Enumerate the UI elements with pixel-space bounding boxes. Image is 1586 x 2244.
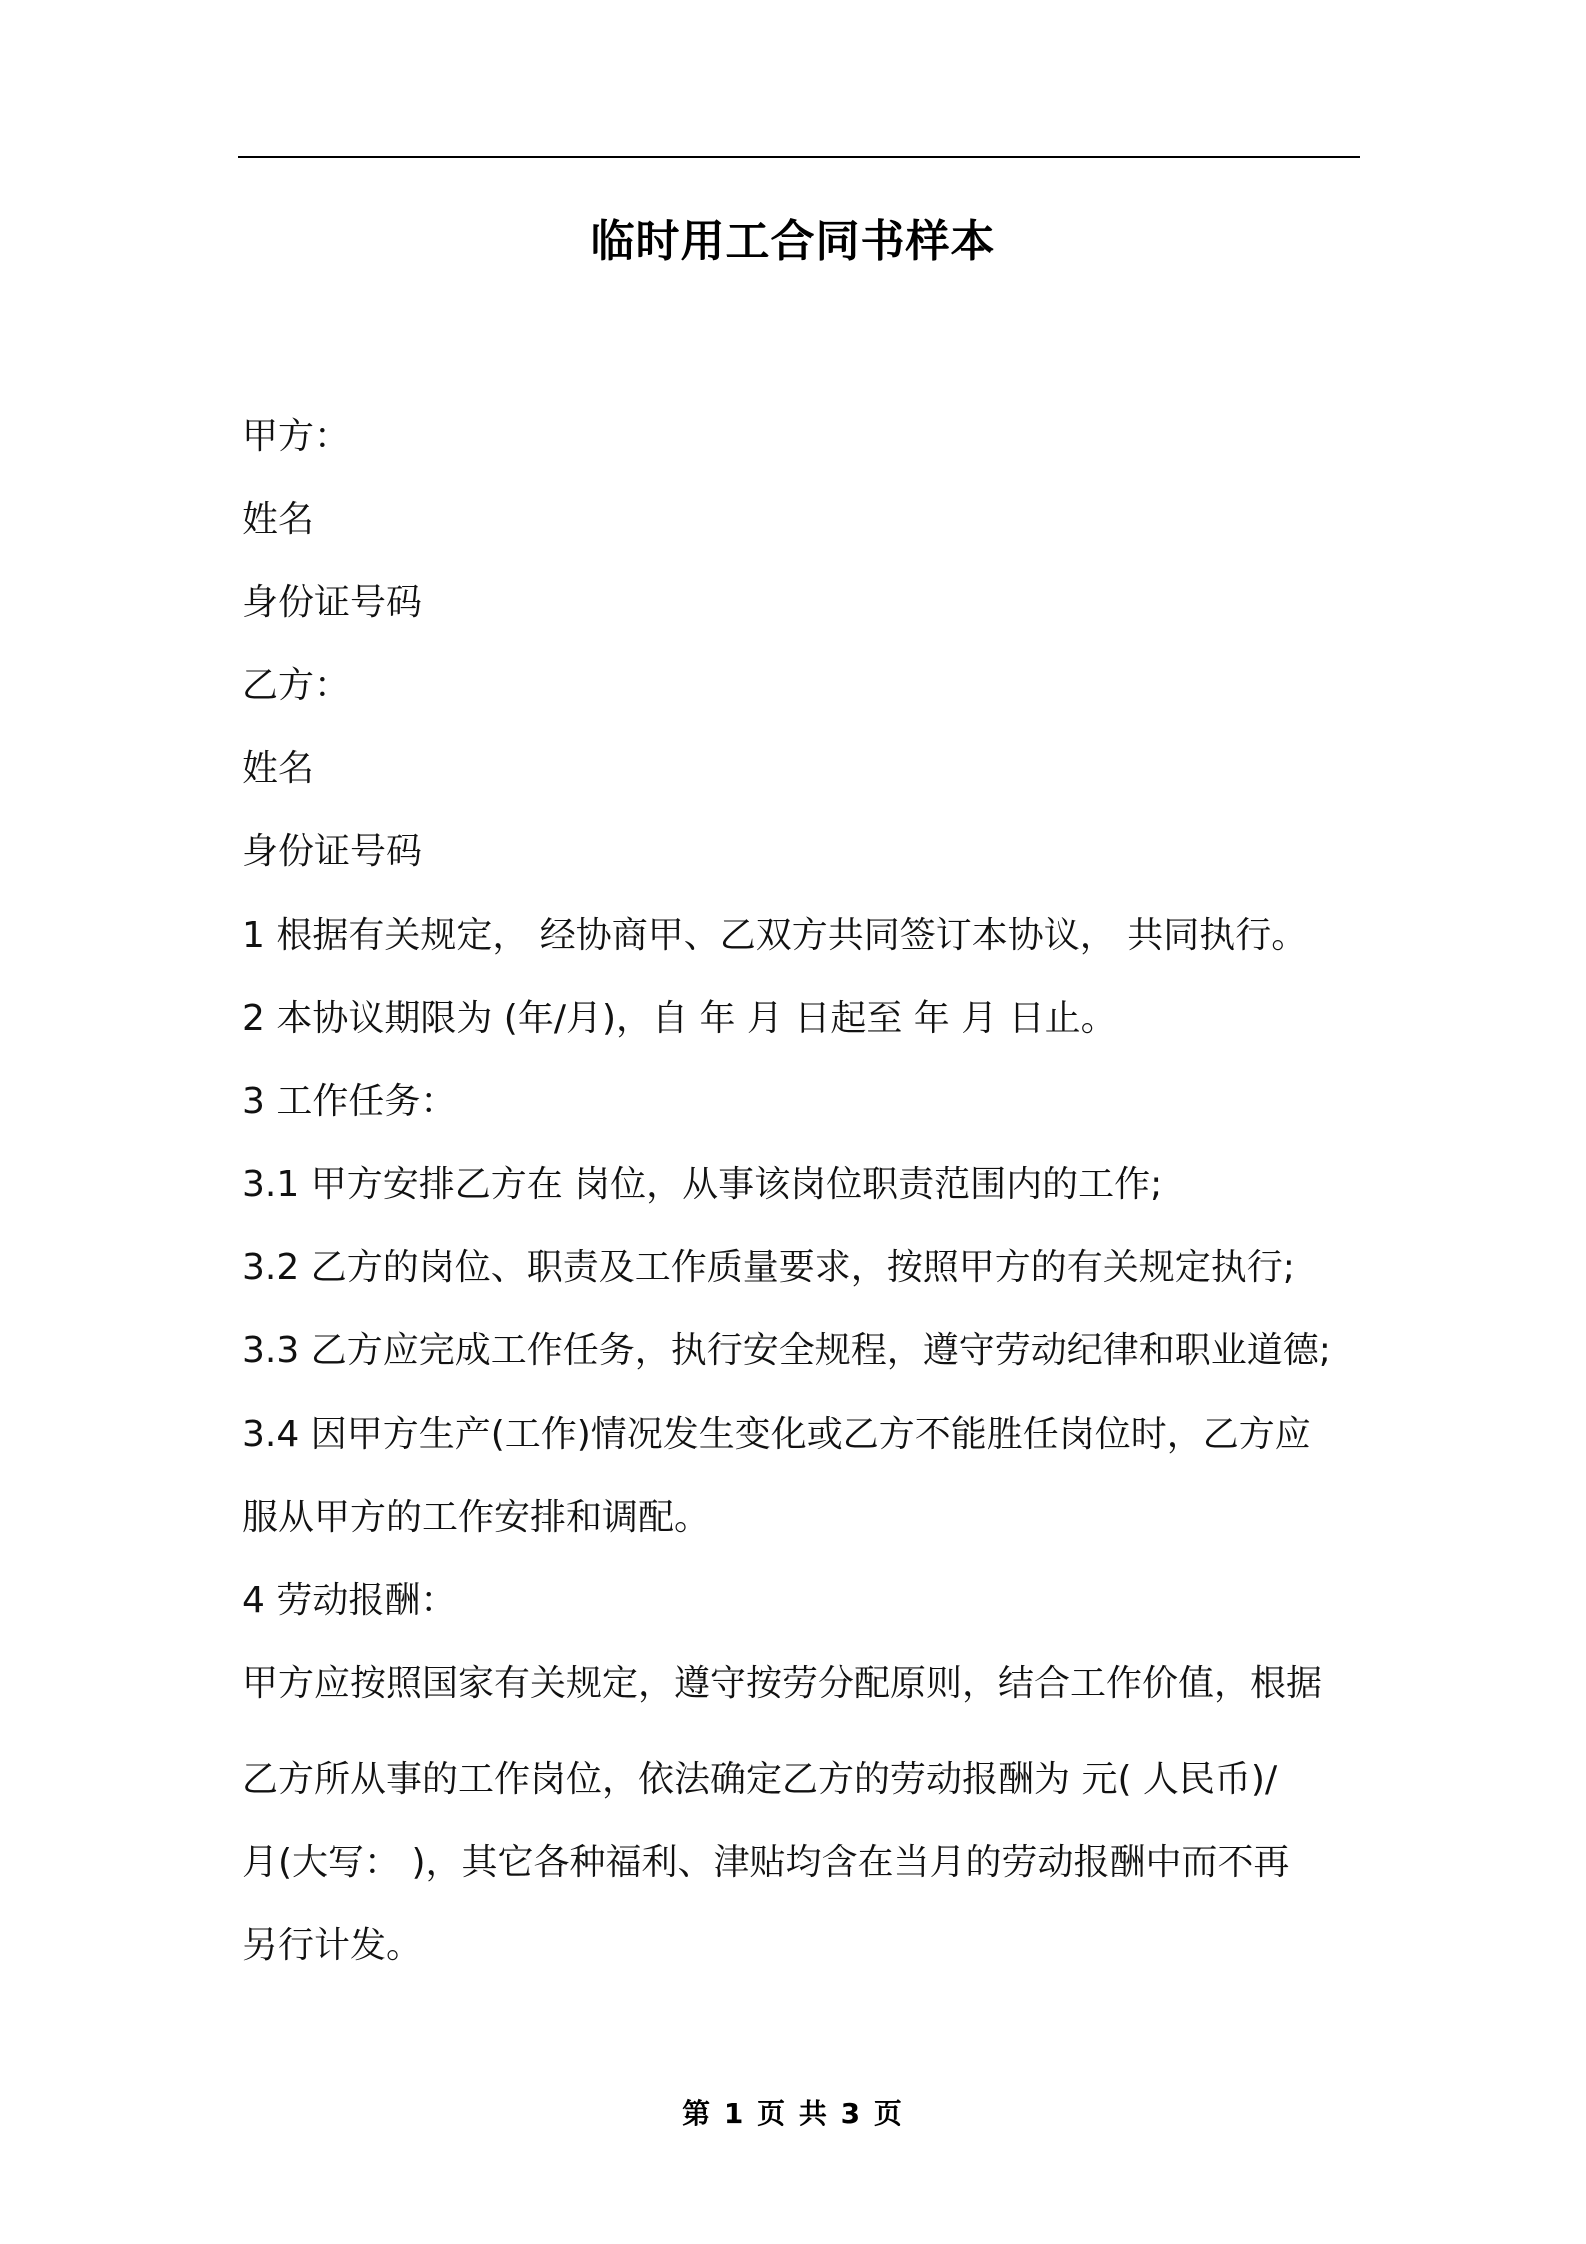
party-b-label: 乙方： [242, 665, 351, 706]
clause-3-heading: 3 工作任务： [242, 1081, 457, 1122]
clause-4-body-line-1: 甲方应按照国家有关规定，遵守按劳分配原则，结合工作价值，根据 [242, 1663, 1323, 1704]
party-a-label: 甲方： [242, 416, 351, 457]
clause-3-4: 3.4 因甲方生产(工作)情况发生变化或乙方不能胜任岗位时，乙方应 [242, 1414, 1311, 1455]
clause-4-body-line-3: 月(大写： )，其它各种福利、津贴均含在当月的劳动报酬中而不再 [242, 1842, 1290, 1883]
clause-4-heading: 4 劳动报酬： [242, 1580, 457, 1621]
clause-1: 1 根据有关规定， 经协商甲、乙双方共同签订本协议， 共同执行。 [242, 915, 1308, 956]
clause-4-body-line-2: 乙方所从事的工作岗位，依法确定乙方的劳动报酬为 元( 人民币)/ [242, 1759, 1278, 1800]
clause-3-4-continued: 服从甲方的工作安排和调配。 [242, 1497, 711, 1538]
clause-4-body-line-4: 另行计发。 [242, 1925, 423, 1966]
clause-2: 2 本协议期限为 (年/月)，自 年 月 日起至 年 月 日止。 [242, 998, 1117, 1039]
clause-3-3: 3.3 乙方应完成工作任务，执行安全规程，遵守劳动纪律和职业道德; [242, 1330, 1331, 1371]
page-footer: 第 1 页 共 3 页 [682, 2097, 904, 2130]
party-a-name: 姓名 [242, 499, 315, 540]
party-b-id-number: 身份证号码 [242, 831, 423, 872]
party-b-name: 姓名 [242, 748, 315, 789]
header-rule [238, 156, 1360, 158]
clause-3-1: 3.1 甲方安排乙方在 岗位，从事该岗位职责范围内的工作; [242, 1164, 1163, 1205]
document-title: 临时用工合同书样本 [590, 216, 996, 267]
party-a-id-number: 身份证号码 [242, 582, 423, 623]
clause-3-2: 3.2 乙方的岗位、职责及工作质量要求，按照甲方的有关规定执行; [242, 1247, 1295, 1288]
